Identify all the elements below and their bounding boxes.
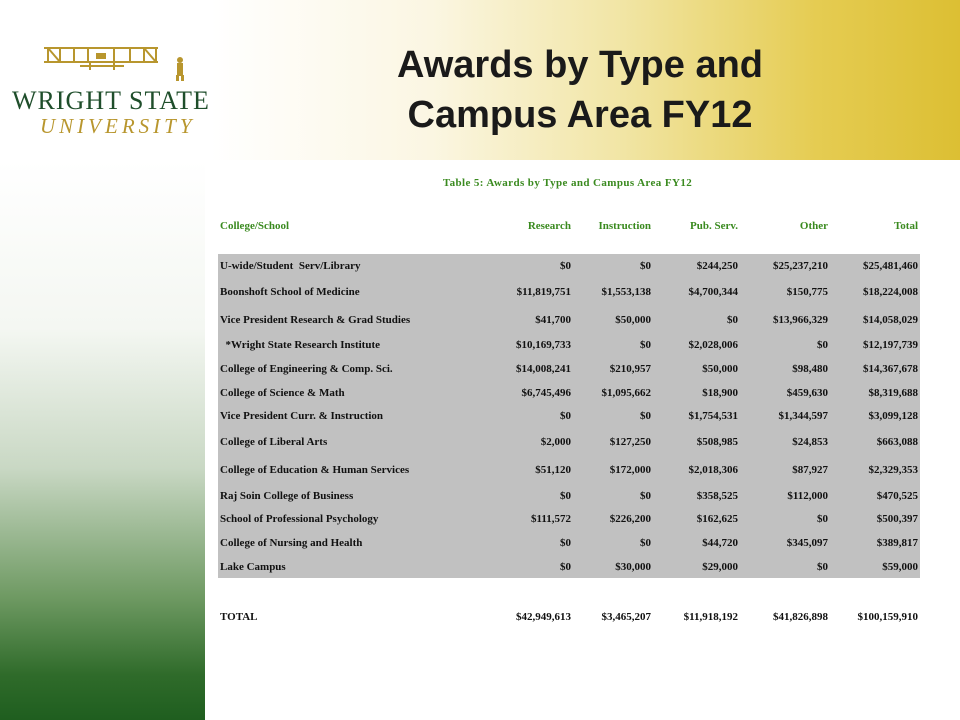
wright-flyer-biplane-icon (40, 40, 190, 84)
cell-pub-serv: $508,985 (696, 435, 738, 448)
cell-other: $0 (817, 513, 828, 526)
cell-pub-serv: $4,700,344 (688, 285, 738, 298)
cell-pub-serv: $29,000 (702, 560, 738, 573)
cell-college-name: Lake Campus (220, 560, 286, 573)
column-header-other: Other (799, 220, 828, 232)
cell-instruction: $1,095,662 (601, 386, 651, 399)
cell-other: $345,097 (786, 536, 828, 549)
cell-other: $1,344,597 (778, 410, 828, 423)
table-row (218, 531, 920, 555)
cell-other: $25,237,210 (773, 259, 828, 272)
table-caption: Table 5: Awards by Type and Campus Area FY12 (442, 177, 693, 189)
cell-research: $111,572 (530, 513, 571, 526)
cell-research: $6,745,496 (521, 386, 571, 399)
cell-research: $51,120 (535, 463, 571, 476)
cell-other: $112,000 (787, 489, 828, 502)
header-band (0, 0, 960, 160)
logo-wordmark-top: WRIGHT STATE (12, 86, 210, 115)
cell-total: $14,367,678 (863, 362, 918, 375)
slide-title (330, 40, 830, 140)
cell-other: $459,630 (786, 386, 828, 399)
cell-research: $11,819,751 (516, 285, 571, 298)
slide-title-line-2: Campus Area FY12 (407, 94, 753, 136)
cell-instruction: $0 (640, 410, 651, 423)
cell-college-name: Vice President Research & Grad Studies (220, 313, 411, 326)
column-header-total: Total (893, 220, 918, 232)
cell-instruction: $1,553,138 (601, 285, 651, 298)
cell-instruction: $50,000 (615, 313, 651, 326)
cell-college-name: College of Liberal Arts (220, 435, 328, 448)
table-row (218, 456, 920, 484)
cell-research: $10,169,733 (516, 339, 571, 352)
cell-total: $18,224,008 (863, 285, 918, 298)
table-header-row (218, 212, 920, 240)
cell-total: $663,088 (876, 435, 918, 448)
total-instruction: $3,465,207 (573, 606, 653, 628)
university-logo (8, 38, 208, 138)
logo-wordmark-bottom: UNIVERSITY (40, 114, 196, 138)
table-row (218, 508, 920, 532)
cell-research: $2,000 (540, 435, 571, 448)
table-total-row (218, 606, 920, 628)
cell-college-name: College of Science & Math (220, 386, 345, 399)
table-row (218, 357, 920, 381)
total-pub-serv: $11,918,192 (653, 606, 740, 628)
cell-college-name: College of Nursing and Health (220, 536, 363, 549)
cell-instruction: $172,000 (609, 463, 651, 476)
cell-other: $0 (817, 560, 828, 573)
left-gradient-strip (0, 160, 205, 720)
cell-instruction: $0 (640, 259, 651, 272)
table-row (218, 254, 920, 278)
cell-instruction: $30,000 (615, 560, 651, 573)
cell-pub-serv: $1,754,531 (688, 410, 738, 423)
cell-research: $0 (560, 560, 571, 573)
cell-total: $8,319,688 (868, 386, 918, 399)
total-other: $41,826,898 (740, 606, 830, 628)
table-row (218, 278, 920, 306)
cell-pub-serv: $358,525 (696, 489, 738, 502)
cell-total: $2,329,353 (868, 463, 918, 476)
cell-total: $470,525 (876, 489, 918, 502)
column-header-instruction: Instruction (598, 220, 651, 232)
table-body (218, 254, 920, 578)
cell-instruction: $0 (640, 489, 651, 502)
cell-college-name: College of Engineering & Comp. Sci. (220, 362, 393, 375)
cell-total: $12,197,739 (863, 339, 918, 352)
cell-other: $98,480 (792, 362, 828, 375)
cell-total: $500,397 (876, 513, 918, 526)
cell-pub-serv: $50,000 (702, 362, 738, 375)
cell-instruction: $210,957 (609, 362, 651, 375)
cell-instruction: $0 (640, 536, 651, 549)
cell-research: $0 (560, 259, 571, 272)
table-row (218, 404, 920, 428)
cell-total: $25,481,460 (863, 259, 918, 272)
total-total: $100,159,910 (830, 606, 920, 628)
cell-college-name: School of Professional Psychology (220, 513, 379, 526)
total-label: TOTAL (218, 606, 493, 628)
cell-research: $0 (560, 489, 571, 502)
column-header-pub-serv: Pub. Serv. (690, 220, 738, 232)
cell-college-name: U-wide/Student Serv/Library (220, 259, 361, 272)
cell-research: $14,008,241 (516, 362, 571, 375)
cell-instruction: $226,200 (609, 513, 651, 526)
cell-research: $0 (560, 536, 571, 549)
table-row (218, 484, 920, 508)
cell-total: $59,000 (882, 560, 918, 573)
slide-title-line-1: Awards by Type and (396, 44, 764, 86)
cell-college-name: College of Education & Human Services (220, 463, 410, 476)
cell-research: $41,700 (535, 313, 571, 326)
cell-pub-serv: $2,028,006 (688, 339, 738, 352)
column-header-college: College/School (220, 220, 290, 232)
cell-other: $13,966,329 (773, 313, 828, 326)
cell-college-name: Raj Soin College of Business (220, 489, 354, 502)
table-row (218, 555, 920, 579)
cell-instruction: $127,250 (609, 435, 651, 448)
cell-pub-serv: $162,625 (696, 513, 738, 526)
cell-total: $14,058,029 (863, 313, 918, 326)
total-research: $42,949,613 (493, 606, 573, 628)
cell-instruction: $0 (640, 339, 651, 352)
cell-total: $3,099,128 (868, 410, 918, 423)
cell-pub-serv: $44,720 (702, 536, 738, 549)
cell-pub-serv: $244,250 (696, 259, 738, 272)
cell-college-name: Boonshoft School of Medicine (220, 285, 360, 298)
cell-other: $150,775 (786, 285, 828, 298)
column-header-research: Research (527, 220, 571, 232)
cell-research: $0 (560, 410, 571, 423)
cell-other: $87,927 (792, 463, 828, 476)
cell-college-name: *Wright State Research Institute (220, 339, 380, 352)
cell-other: $24,853 (792, 435, 828, 448)
table-row (218, 334, 920, 358)
awards-table (218, 212, 920, 628)
cell-pub-serv: $0 (727, 313, 738, 326)
cell-college-name: Vice President Curr. & Instruction (220, 410, 384, 423)
cell-pub-serv: $18,900 (702, 386, 738, 399)
table-row (218, 306, 920, 334)
cell-pub-serv: $2,018,306 (688, 463, 738, 476)
table-row (218, 428, 920, 456)
table-row (218, 381, 920, 405)
cell-other: $0 (817, 339, 828, 352)
cell-total: $389,817 (876, 536, 918, 549)
